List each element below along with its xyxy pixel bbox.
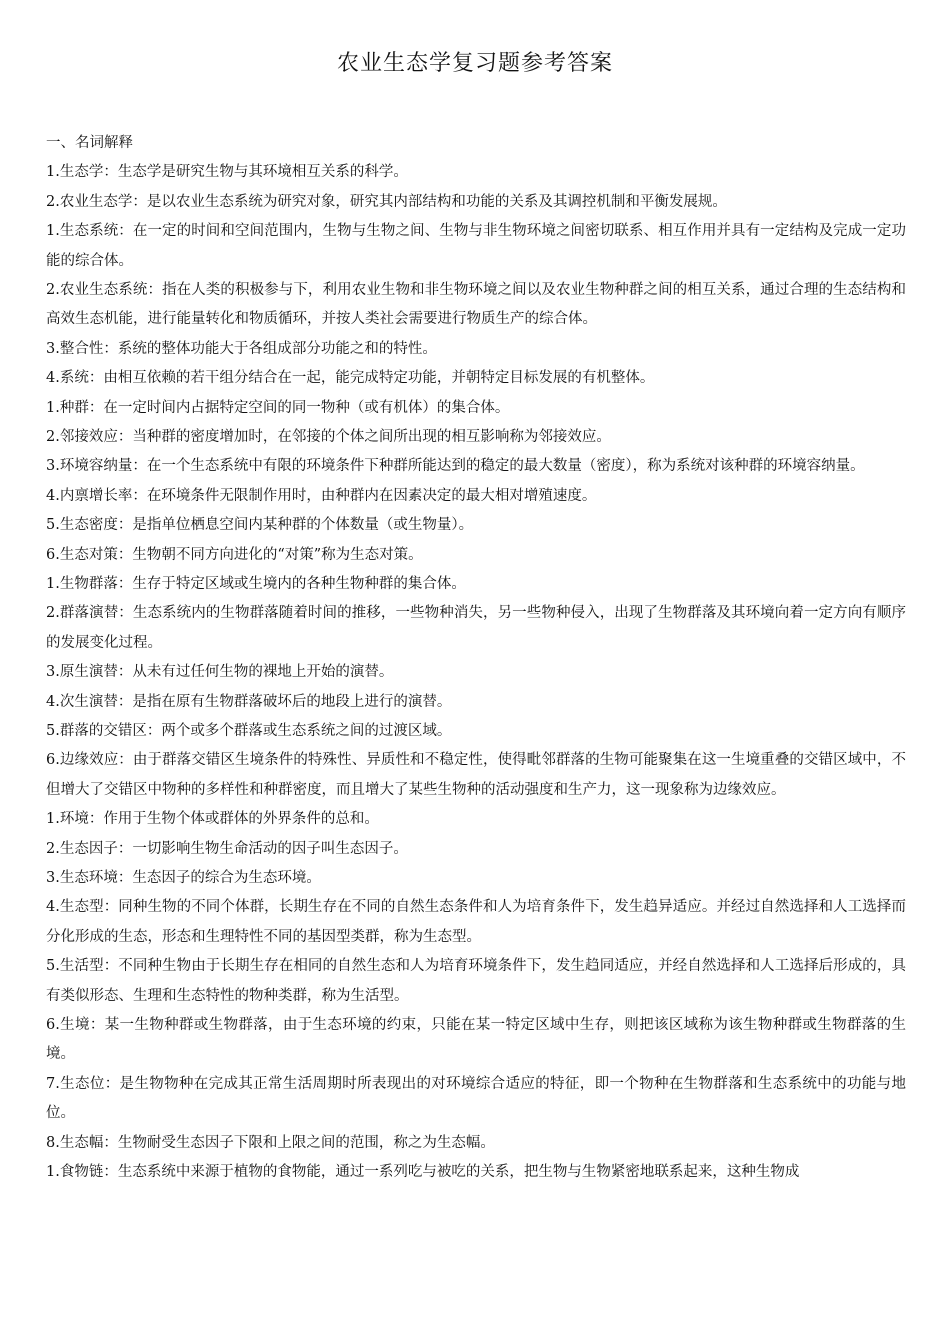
definition-ecological-strategy: 6.生态对策：生物朝不同方向进化的“对策”称为生态对策。 <box>46 546 423 563</box>
definition-agroecology: 2.农业生态学：是以农业生态系统为研究对象，研究其内部结构和功能的关系及其调控机制和平衡发展规。 <box>46 193 727 210</box>
definition-ecotone: 5.群落的交错区：两个或多个群落或生态系统之间的过渡区域。 <box>46 722 452 739</box>
definition-succession: 2.群落演替：生态系统内的生物群落随着时间的推移，一些物种消失，另一些物种侵入，出现了生物群落及其环境向着一定方向有顺序的发展变化过程。 <box>46 605 906 651</box>
document-title: 农业生态学复习题参考答案 <box>336 51 613 76</box>
document-body <box>46 129 906 1187</box>
definition-ecotype: 4.生态型：同种生物的不同个体群，长期生存在不同的自然生态条件和人为培育条件下，发生趋异适应。并经过自然选择和人工选择而分化形成的生态，形态和生理特性不同的基因型类群，称为生态型。 <box>46 899 906 945</box>
definition-ecological-environment: 3.生态环境：生态因子的综合为生态环境。 <box>46 869 321 886</box>
definition-niche: 7.生态位：是生物物种在完成其正常生活周期时所表现出的对环境综合适应的特征，即一个物种在生物群落和生态系统中的功能与地位。 <box>46 1075 906 1122</box>
definition-carrying-capacity: 3.环境容纳量：在一个生态系统中有限的环境条件下种群所能达到的稳定的最大数量（密度），称为系统对该种群的环境容纳量。 <box>46 458 865 475</box>
definition-food-chain: 1.食物链：生态系统中来源于植物的食物能，通过一系列吃与被吃的关系，把生物与生物紧密地联系起来，这种生物成 <box>46 1163 800 1180</box>
definition-intrinsic-growth-rate: 4.内禀增长率：在环境条件无限制作用时，由种群内在因素决定的最大相对增殖速度。 <box>46 487 597 504</box>
definition-ecological-factor: 2.生态因子：一切影响生物生命活动的因子叫生态因子。 <box>46 840 408 857</box>
definition-habitat: 6.生境：某一生物种群或生物群落，由于生态环境的约束，只能在某一特定区域中生存，则把该区域称为该生物种群或生物群落的生境。 <box>46 1016 906 1063</box>
definition-population: 1.种群：在一定时间内占据特定空间的同一物种（或有机体）的集合体。 <box>46 399 510 416</box>
definition-environment: 1.环境：作用于生物个体或群体的外界条件的总和。 <box>46 811 379 828</box>
definition-ecosystem: 1.生态系统：在一定的时间和空间范围内，生物与生物之间、生物与非生物环境之间密切联系、相互作用并具有一定结构及完成一定功能的综合体。 <box>46 223 906 269</box>
definition-system: 4.系统：由相互依赖的若干组分结合在一起，能完成特定功能，并朝特定目标发展的有机整体。 <box>46 370 655 387</box>
definition-ecological-amplitude: 8.生态幅：生物耐受生态因子下限和上限之间的范围，称之为生态幅。 <box>46 1134 495 1151</box>
definition-ecological-density: 5.生态密度：是指单位栖息空间内某种群的个体数量（或生物量）。 <box>46 517 474 534</box>
definition-secondary-succession: 4.次生演替：是指在原有生物群落破坏后的地段上进行的演替。 <box>46 693 452 710</box>
section-heading: 一、名词解释 <box>46 135 133 151</box>
definition-edge-effect: 6.边缘效应：由于群落交错区生境条件的特殊性、异质性和不稳定性，使得毗邻群落的生物可能聚集在这一生境重叠的交错区域中，不但增大了交错区中物种的多样性和种群密度，而且增大了某些生物种的活动强度和生产力，这一现象称为边缘效应。 <box>46 752 906 798</box>
definition-agroecosystem: 2.农业生态系统：指在人类的积极参与下，利用农业生物和非生物环境之间以及农业生物种群之间的相互关系，通过合理的生态结构和高效生态机能，进行能量转化和物质循环，并按人类社会需要进行物质生产的综合体。 <box>46 281 906 328</box>
definition-neighbor-effect: 2.邻接效应：当种群的密度增加时，在邻接的个体之间所出现的相互影响称为邻接效应。 <box>46 428 611 445</box>
definition-integrity: 3.整合性：系统的整体功能大于各组成部分功能之和的特性。 <box>46 340 437 357</box>
definition-ecology: 1.生态学：生态学是研究生物与其环境相互关系的科学。 <box>46 164 408 181</box>
definition-biotic-community: 1.生物群落：生存于特定区域或生境内的各种生物种群的集合体。 <box>46 575 466 592</box>
definition-primary-succession: 3.原生演替：从未有过任何生物的裸地上开始的演替。 <box>46 664 394 681</box>
definition-life-form: 5.生活型：不同种生物由于长期生存在相同的自然生态和人为培育环境条件下，发生趋同适应，并经自然选择和人工选择后形成的，具有类似形态、生理和生态特性的物种类群，称为生活型。 <box>46 958 906 1004</box>
